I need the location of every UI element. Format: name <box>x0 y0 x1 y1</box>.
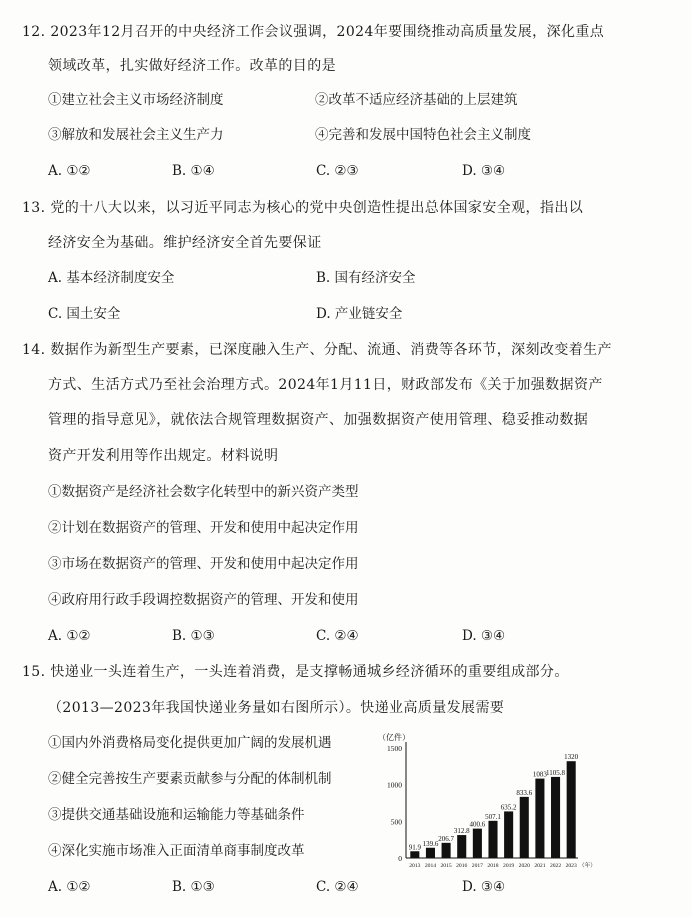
chart-value-label: 206.7 <box>438 834 454 843</box>
q12-item-1: ①建立社会主义市场经济制度 <box>48 92 224 108</box>
q15-choice-c[interactable]: C. ②④ <box>316 879 359 895</box>
chart-y-tick-label: 500 <box>390 817 402 827</box>
q15-choice-d[interactable]: D. ③④ <box>462 879 506 895</box>
q14-choice-d[interactable]: D. ③④ <box>462 628 506 644</box>
q14-item-2: ②计划在数据资产的管理、开发和使用中起决定作用 <box>48 520 359 536</box>
chart-value-label: 312.8 <box>453 827 470 836</box>
chart-x-tick-label: 2016 <box>456 863 468 869</box>
chart-bar <box>457 835 466 858</box>
chart-value-label: 507.1 <box>485 812 501 821</box>
q13-stem-line1: 13. 党的十八大以来，以习近平同志为核心的党中央创造性提出总体国家安全观，指出以 <box>22 200 584 216</box>
chart-x-axis-label: （年） <box>579 863 596 869</box>
q14-item-3: ③市场在数据资产的管理、开发和使用中起决定作用 <box>48 556 359 572</box>
chart-x-tick-label: 2023 <box>565 863 577 869</box>
q15-stem-line2: （2013—2023年我国快递业务量如右图所示）。快递业高质量发展需要 <box>48 700 505 716</box>
chart-y-tick-labels <box>387 744 402 863</box>
chart-bar <box>551 777 560 858</box>
q14-stem-line1: 14. 数据作为新型生产要素，已深度融入生产、分配、流通、消费等各环节，深刻改变着生产 <box>22 342 612 358</box>
q12-item-3: ③解放和发展社会主义生产力 <box>48 127 224 143</box>
chart-bar <box>520 797 529 858</box>
chart-x-tick-label: 2019 <box>503 863 515 869</box>
q14-item-4: ④政府用行政手段调控数据资产的管理、开发和使用 <box>48 592 359 608</box>
q14-stem-line2: 方式、生活方式乃至社会治理方式。2024年1月11日，财政部发布《关于加强数据资产 <box>48 377 603 393</box>
chart-x-tick-label: 2022 <box>549 863 562 869</box>
q12-item-2: ②改革不适应经济基础的上层建筑 <box>315 92 518 108</box>
q12-stem-line2: 领域改革，扎实做好经济工作。改革的目的是 <box>48 58 336 74</box>
q15-item-4: ④深化实施市场准入正面清单商事制度改革 <box>48 843 305 859</box>
q14-choice-a[interactable]: A. ①② <box>48 628 91 644</box>
q13-choice-a[interactable]: A. 基本经济制度安全 <box>48 270 175 286</box>
chart-value-label: 833.6 <box>516 788 533 797</box>
q12-item-4: ④完善和发展中国特色社会主义制度 <box>315 127 531 143</box>
q12-choice-a[interactable]: A. ①② <box>48 163 91 179</box>
chart-x-tick-labels <box>409 861 596 869</box>
chart-y-tick-label: 1000 <box>387 780 402 790</box>
chart-x-tick-label: 2018 <box>487 863 499 869</box>
chart-bar <box>567 761 576 858</box>
express-volume-bar-chart <box>372 730 612 880</box>
chart-value-label: 1083 <box>532 770 547 779</box>
chart-x-tick-label: 2013 <box>409 863 421 869</box>
q15-item-3: ③提供交通基础设施和运输能力等基础条件 <box>48 807 305 823</box>
chart-bar <box>488 821 497 858</box>
q14-item-1: ①数据资产是经济社会数字化转型中的新兴资产类型 <box>48 484 359 500</box>
chart-value-label: 1320 <box>564 753 579 762</box>
chart-x-tick-label: 2015 <box>440 863 452 869</box>
chart-y-tick-label: 1500 <box>387 744 402 753</box>
chart-x-tick-label: 2021 <box>534 863 546 869</box>
chart-y-tick-label: 0 <box>398 854 402 863</box>
chart-bar <box>535 779 544 858</box>
chart-value-label: 1105.8 <box>546 768 566 777</box>
q14-choice-c[interactable]: C. ②④ <box>316 628 359 644</box>
q15-item-2: ②健全完善按生产要素贡献参与分配的体制机制 <box>48 771 332 787</box>
q13-choice-d[interactable]: D. 产业链安全 <box>316 306 403 322</box>
q12-choice-d[interactable]: D. ③④ <box>462 163 506 179</box>
chart-bar <box>442 843 451 858</box>
q14-stem-line4: 资产开发利用等作出规定。材料说明 <box>48 448 279 464</box>
chart-bar <box>473 829 482 858</box>
q13-choice-c[interactable]: C. 国土安全 <box>48 306 121 322</box>
chart-bar <box>426 848 435 858</box>
q12-stem-line1: 12. 2023年12月召开的中央经济工作会议强调，2024年要围绕推动高质量发展，深化重点 <box>22 24 605 40</box>
q13-choice-b[interactable]: B. 国有经济安全 <box>316 270 416 286</box>
q14-choice-b[interactable]: B. ①③ <box>172 628 215 644</box>
chart-x-tick-label: 2020 <box>518 863 530 869</box>
q15-stem-line1: 15. 快递业一头连着生产，一头连着消费，是支撑畅通城乡经济循环的重要组成部分。 <box>22 664 569 680</box>
chart-bar <box>410 851 419 858</box>
chart-x-tick-label: 2014 <box>424 863 437 869</box>
q15-item-1: ①国内外消费格局变化提供更加广阔的发展机遇 <box>48 735 332 751</box>
chart-value-label: 139.6 <box>422 839 439 848</box>
q12-choice-b[interactable]: B. ①④ <box>172 163 215 179</box>
q13-stem-line2: 经济安全为基础。维护经济安全首先要保证 <box>48 235 322 251</box>
q14-stem-line3: 管理的指导意见》，就依法合规管理数据资产、加强数据资产使用管理、稳妥推动数据 <box>48 412 589 428</box>
q15-choice-b[interactable]: B. ①③ <box>172 879 215 895</box>
chart-value-label: 400.6 <box>469 820 486 829</box>
chart-value-label: 635.2 <box>500 803 517 812</box>
chart-value-label: 91.9 <box>408 843 421 852</box>
q15-choice-a[interactable]: A. ①② <box>48 879 91 895</box>
chart-y-axis-label: （亿件） <box>378 733 410 742</box>
q12-choice-c[interactable]: C. ②③ <box>316 163 359 179</box>
chart-bar <box>504 811 513 858</box>
chart-x-tick-label: 2017 <box>471 863 483 869</box>
